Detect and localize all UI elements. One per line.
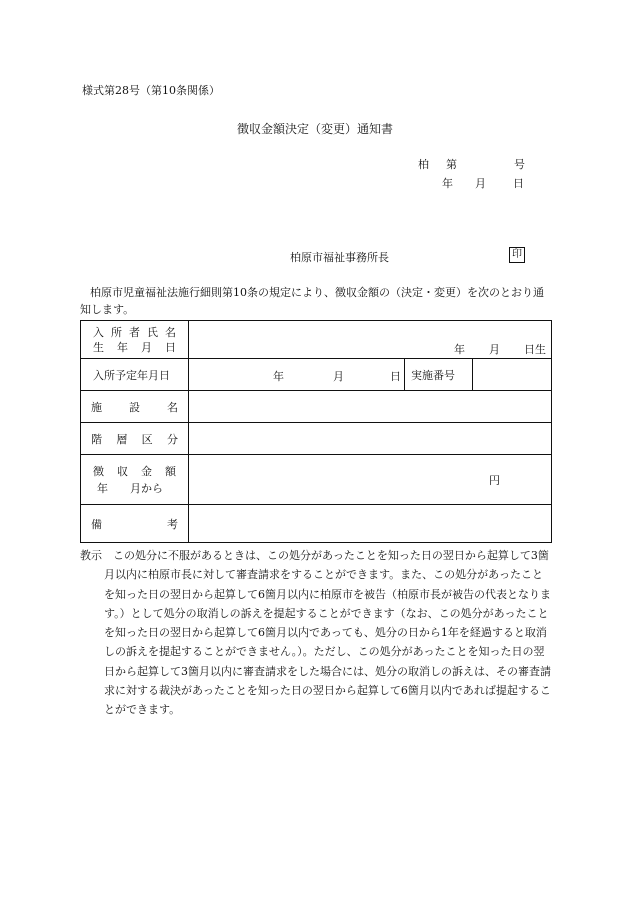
tier-value [189,423,552,455]
date-day: 日 [513,177,524,190]
seal-mark: 印 [509,247,525,263]
row-remarks [81,505,552,543]
date-month: 月 [475,177,486,190]
reference-dai: 第 [446,158,457,171]
birth-year: 年 [454,343,465,356]
facility-label: 施設名 [81,391,189,423]
birth-label: 生年月日 [93,340,176,354]
reference-go: 号 [514,158,525,171]
intro-text: 柏原市児童福祉法施行細則第10条の規定により、徴収金額の（決定・変更）を次のとおり通知します。 [80,286,544,316]
admission-year: 年 [273,370,284,383]
remarks-value [189,505,552,543]
birth-month: 月 [489,343,500,356]
amount-value-cell [189,455,552,505]
name-birth-label-cell [81,321,189,359]
amount-from-label: 年 月から [97,481,163,495]
form-number: 様式第28号（第10条関係） [82,84,220,97]
impl-no-label: 実施番号 [405,359,473,391]
row-name-birth [81,321,552,359]
tier-label: 階層区分 [81,423,189,455]
birth-day: 日生 [524,343,546,356]
amount-label-cell [81,455,189,505]
appeal-notice-text: 教示 この処分に不服があるときは、この処分があったことを知った日の翌日から起算して3箇月以内に柏原市長に対して審査請求をすることができます。また、この処分があったことを知った日の翌日から起算して6箇月以内に柏原市を被告（柏原市長が被告の代表となります。）として処分の取消しの訴えを提起することができます（なお、この処分があったことを知った日の翌日から起算して6箇月以内であっても、処分の日から1年を経過すると取消しの訴えを提起することができません。）。ただし、この処分があったことを知った日の翌日から起算して3箇月以内に審査請求をした場合には、処分の取消しの訴えは、その審査請求に対する裁決があったことを知った日の翌日から起算して6箇月以内であれば提起することができます。 [80,549,551,717]
facility-value [189,391,552,423]
admission-date-cell [189,359,405,391]
remarks-label: 備考 [81,505,189,543]
row-amount [81,455,552,505]
notice-table [80,320,552,543]
row-facility [81,391,552,423]
amount-unit: 円 [489,474,500,487]
date-year: 年 [442,177,453,190]
page-title: 徴収金額決定（変更）通知書 [236,122,393,136]
impl-no-value [473,359,552,391]
amount-label: 徴収金額 [93,464,176,478]
reference-number-line [418,156,525,172]
issuer-name: 柏原市福祉事務所長 [290,251,389,264]
row-tier [81,423,552,455]
name-label: 入所者氏名 [93,325,176,339]
admission-month: 月 [333,370,344,383]
name-birth-value-cell [189,321,552,359]
row-admission [81,359,552,391]
admission-day: 日 [390,370,401,383]
admission-label: 入所予定年月日 [81,359,189,391]
reference-place: 柏 [418,158,429,171]
issue-date-line [442,175,524,191]
